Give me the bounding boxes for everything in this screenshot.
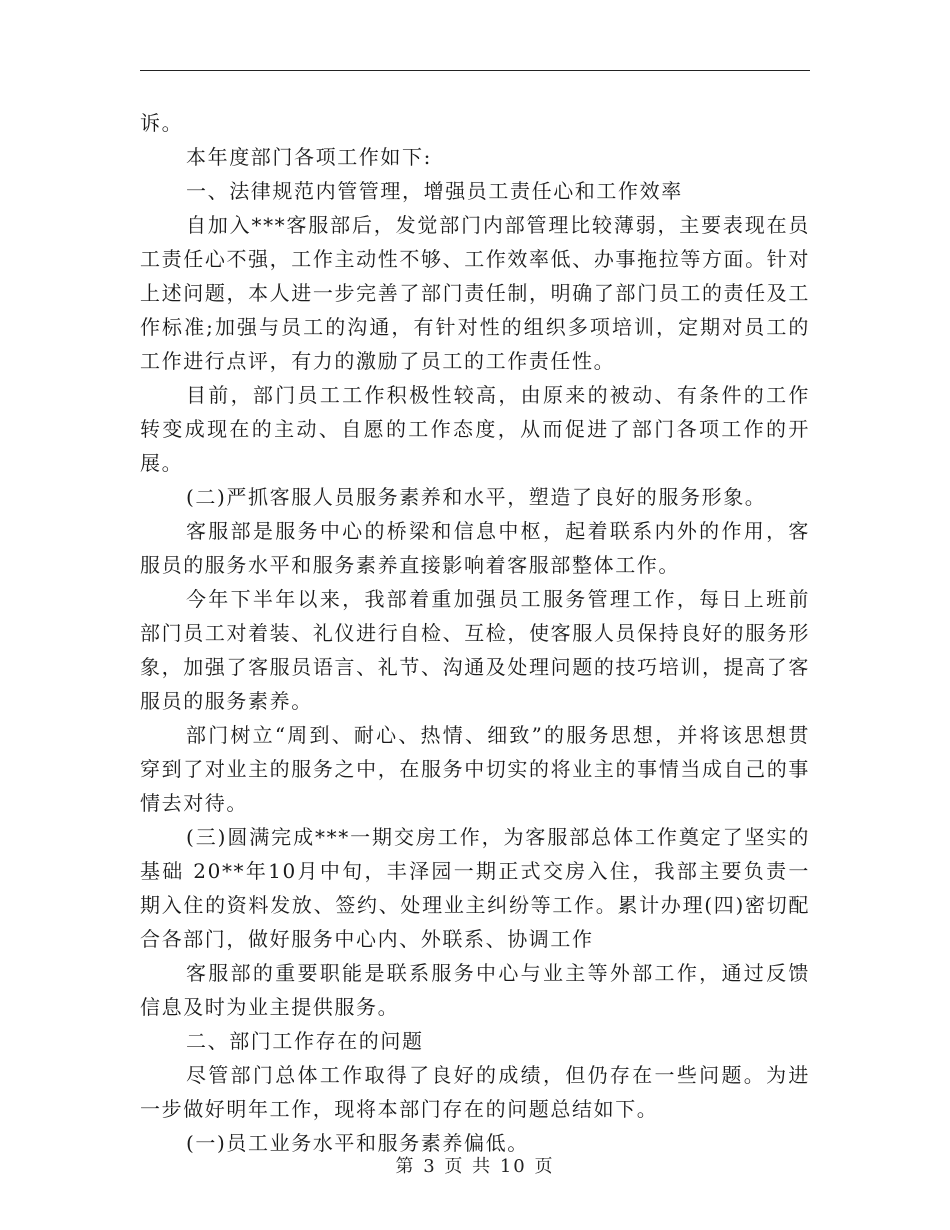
section-heading: 二、部门工作存在的问题: [186, 1029, 424, 1053]
paragraph: 部门树立“周到、耐心、热情、细致”的服务思想，并将该思想贯穿到了对业主的服务之中，在服务中切实的将业主的事情当成自己的事情去对待。: [140, 723, 810, 815]
paragraph: 今年下半年以来，我部着重加强员工服务管理工作，每日上班前部门员工对着装、礼仪进行自检、互检，使客服人员保持良好的服务形象，加强了客服员语言、礼节、沟通及处理问题的技巧培训，提高了客服员的服务素养。: [140, 587, 810, 713]
paragraph: 客服部是服务中心的桥梁和信息中枢，起着联系内外的作用，客服员的服务水平和服务素养直接影响着客服部整体工作。: [140, 519, 810, 577]
paragraph: 尽管部门总体工作取得了良好的成绩，但仍存在一些问题。为进一步做好明年工作，现将本部门存在的问题总结如下。: [140, 1063, 810, 1121]
paragraph: 客服部的重要职能是联系服务中心与业主等外部工作，通过反馈信息及时为业主提供服务。: [140, 961, 810, 1019]
section-heading: 一、法律规范内管管理，增强员工责任心和工作效率: [186, 179, 683, 203]
paragraph: 自加入***客服部后，发觉部门内部管理比较薄弱，主要表现在员工责任心不强，工作主动性不够、工作效率低、办事拖拉等方面。针对上述问题，本人进一步完善了部门责任制，明确了部门员工的责任及工作标准;加强与员工的沟通，有针对性的组织多项培训，定期对员工的工作进行点评，有力的激励了员工的工作责任性。: [140, 213, 810, 373]
page-number: 第 3 页 共 10 页: [395, 1156, 555, 1177]
paragraph: 目前，部门员工工作积极性较高，由原来的被动、有条件的工作转变成现在的主动、自愿的工作态度，从而促进了部门各项工作的开展。: [140, 383, 810, 475]
document-body: [140, 106, 810, 1160]
section-heading: (三)圆满完成***一期交房工作，为客服部总体工作奠定了坚实的基础 20**年10月中旬，丰泽园一期正式交房入住，我部主要负责一期入住的资料发放、签约、处理业主纠纷等工作。累计办理(四)密切配合各部门，做好服务中心内、外联系、协调工作: [140, 825, 810, 951]
paragraph: 诉。: [140, 111, 184, 135]
section-heading: (一)员工业务水平和服务素养偏低。: [186, 1131, 529, 1155]
paragraph: 本年度部门各项工作如下:: [186, 145, 432, 169]
section-heading: (二)严抓客服人员服务素养和水平，塑造了良好的服务形象。: [186, 485, 767, 509]
header-rule: [140, 70, 810, 71]
